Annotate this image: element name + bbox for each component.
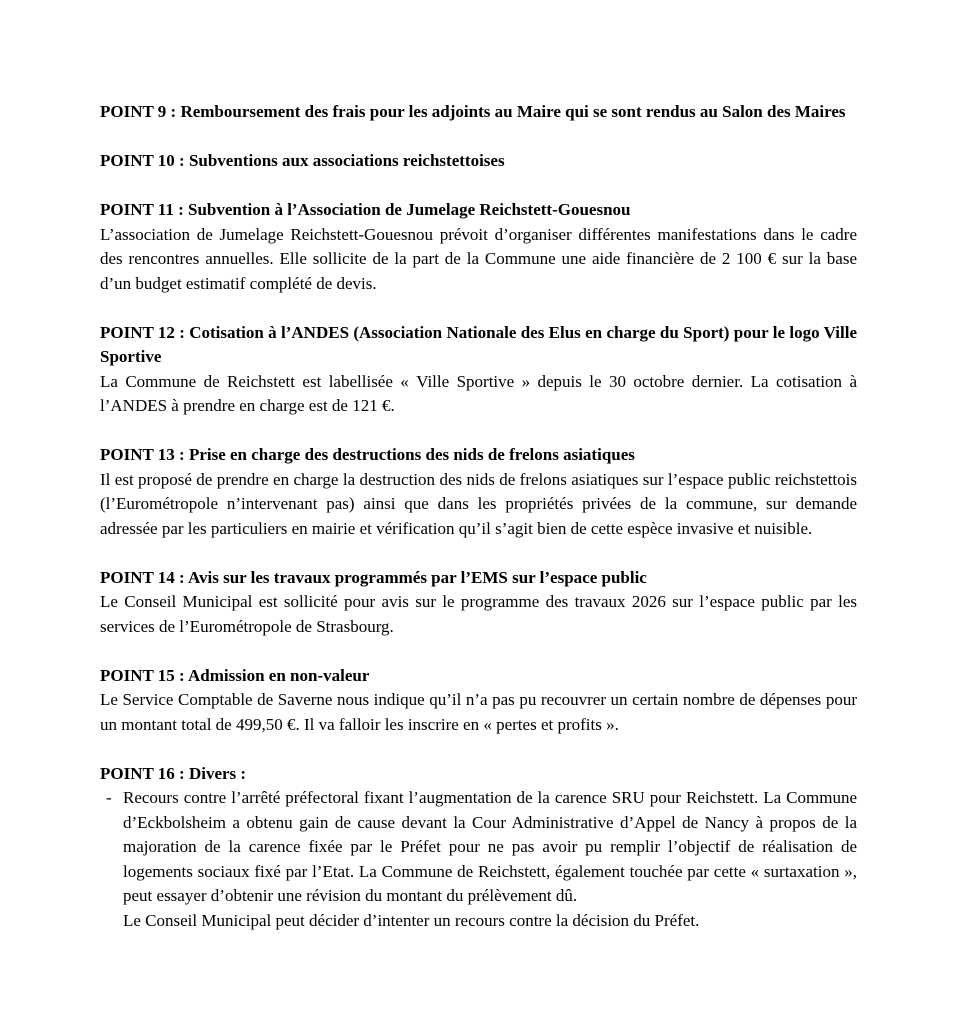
section-point-15 <box>100 664 857 738</box>
point-15-body: Le Service Comptable de Saverne nous indique qu’il n’a pas pu recouvrer un certain nombre de dépenses pour un montant total de 499,50 €. Il va falloir les inscrire en « pertes et profits ». <box>100 690 857 734</box>
point-14-body: Le Conseil Municipal est sollicité pour avis sur le programme des travaux 2026 sur l’espace public par les services de l’Eurométropole de Strasbourg. <box>100 592 857 636</box>
section-point-13 <box>100 443 857 541</box>
section-point-9 <box>100 100 857 125</box>
point-10-heading: POINT 10 : Subventions aux associations reichstettoises <box>100 151 505 170</box>
section-point-12 <box>100 321 857 419</box>
point-11-heading: POINT 11 : Subvention à l’Association de Jumelage Reichstett-Gouesnou <box>100 200 631 219</box>
section-point-16 <box>100 762 857 934</box>
point-15-heading: POINT 15 : Admission en non-valeur <box>100 665 370 685</box>
point-14-heading: POINT 14 : Avis sur les travaux programmés par l’EMS sur l’espace public <box>100 567 647 587</box>
point-11-body: L’association de Jumelage Reichstett-Gouesnou prévoit d’organiser différentes manifestations dans le cadre des rencontres annuelles. Elle sollicite de la part de la Commune une aide financière de 2 100 € sur la base d’un budget estimatif complété de devis. <box>100 224 857 293</box>
section-point-14 <box>100 566 857 640</box>
list-item <box>100 786 857 909</box>
point-9-heading: POINT 9 : Remboursement des frais pour les adjoints au Maire qui se sont rendus au Salon des Maires <box>100 102 846 121</box>
point-13-heading: POINT 13 : Prise en charge des destructions des nids de frelons asiatiques <box>100 445 635 464</box>
section-point-10 <box>100 149 857 174</box>
section-point-11 <box>100 198 857 296</box>
point-16-closing: Le Conseil Municipal peut décider d’intenter un recours contre la décision du Préfet. <box>123 910 700 930</box>
point-16-heading: POINT 16 : Divers : <box>100 763 247 783</box>
point-12-body: La Commune de Reichstett est labellisée « Ville Sportive » depuis le 30 octobre dernier. La cotisation à l’ANDES à prendre en charge est de 121 €. <box>100 371 857 415</box>
list-item-text: Recours contre l’arrêté préfectoral fixant l’augmentation de la carence SRU pour Reichstett. La Commune d’Eckbolsheim a obtenu gain de cause devant la Cour Administrative d’Appel de Nancy à propos de la majoration de la carence fixée par le Préfet pour ne pas avoir pu remplir l’objectif de réalisation de logements sociaux fixé par l’Etat. La Commune de Reichstett, également touchée par cette « surtaxation », peut essayer d’obtenir une révision du montant du prélèvement dû. <box>123 788 857 905</box>
dash-marker: - <box>106 788 112 807</box>
point-12-heading: POINT 12 : Cotisation à l’ANDES (Association Nationale des Elus en charge du Sport) pour le logo Ville Sportive <box>100 322 857 366</box>
point-13-body: Il est proposé de prendre en charge la destruction des nids de frelons asiatiques sur l’espace public reichstettois (l’Eurométropole n’intervenant pas) ainsi que dans les propriétés privées de la commune, sur demande adressée par les particuliers en mairie et vérification qu’il s’agit bien de cette espèce invasive et nuisible. <box>100 469 857 538</box>
